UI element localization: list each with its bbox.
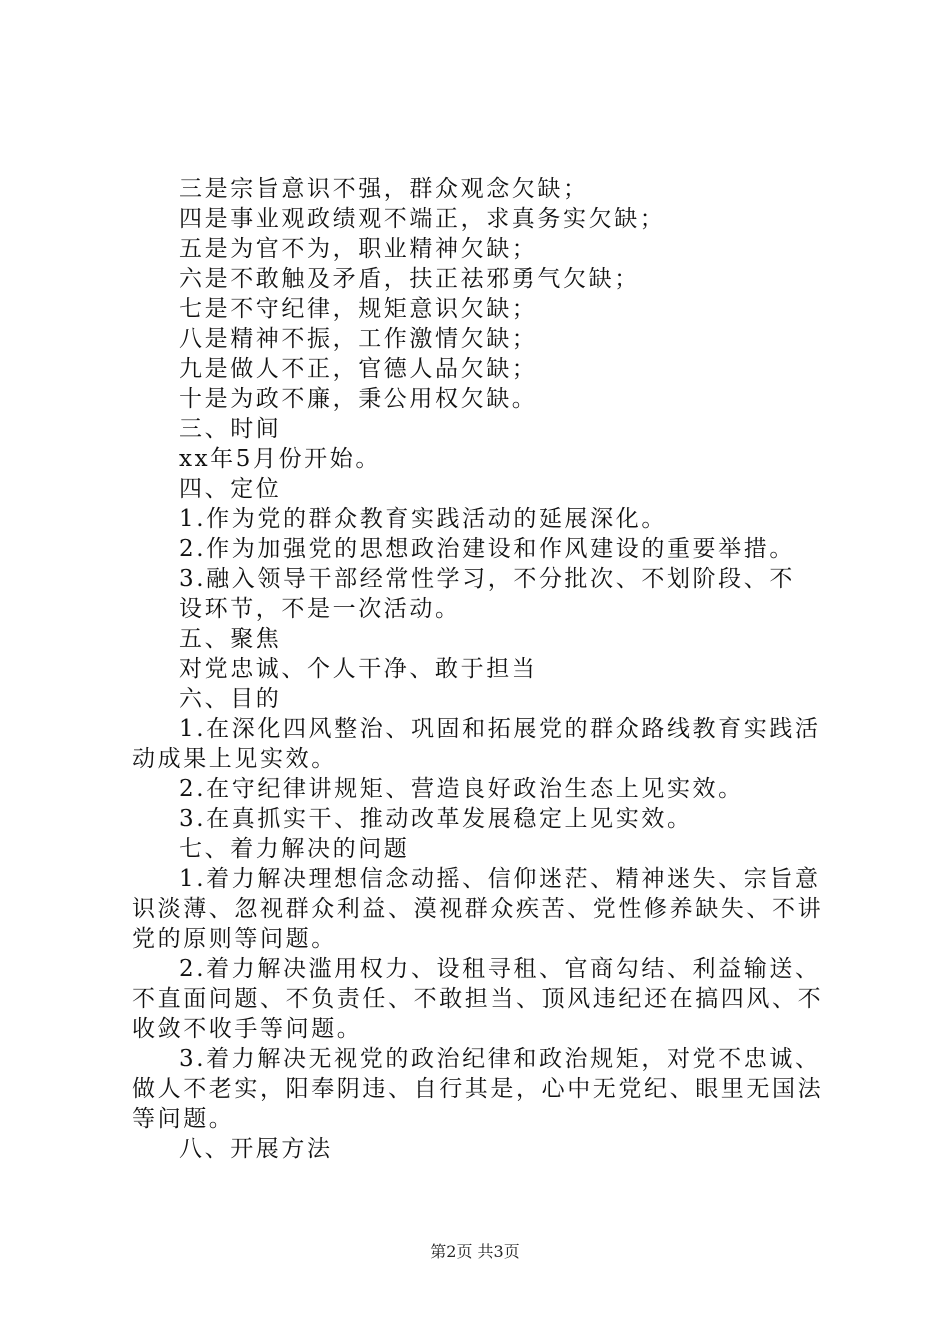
text-line: 九是做人不正，官德人品欠缺； <box>179 356 538 382</box>
text-line: 十是为政不廉，秉公用权欠缺。 <box>179 386 538 412</box>
text-line: 识淡薄、忽视群众利益、漠视群众疾苦、党性修养缺失、不讲 <box>132 896 824 922</box>
section-heading: 八、开展方法 <box>179 1136 333 1162</box>
text-line: 六是不敢触及矛盾，扶正祛邪勇气欠缺； <box>179 266 640 292</box>
text-line: 不直面问题、不负责任、不敢担当、顶风违纪还在搞四风、不 <box>132 986 824 1012</box>
text-line: 3.着力解决无视党的政治纪律和政治规矩，对党不忠诚、 <box>179 1046 821 1072</box>
section-heading: 六、目的 <box>179 686 282 712</box>
text-line: 2.作为加强党的思想政治建设和作风建设的重要举措。 <box>179 536 795 562</box>
text-line: 收敛不收手等问题。 <box>132 1016 363 1042</box>
text-line: 1.着力解决理想信念动摇、信仰迷茫、精神迷失、宗旨意 <box>179 866 821 892</box>
text-line: 2.着力解决滥用权力、设租寻租、官商勾结、利益输送、 <box>179 956 821 982</box>
text-line: 2.在守纪律讲规矩、营造良好政治生态上见实效。 <box>179 776 744 802</box>
text-line: 3.在真抓实干、推动改革发展稳定上见实效。 <box>179 806 693 832</box>
text-line: 七是不守纪律，规矩意识欠缺； <box>179 296 538 322</box>
text-line: 3.融入领导干部经常性学习，不分批次、不划阶段、不 <box>179 566 795 592</box>
page-footer: 第2页 共3页 <box>430 1242 520 1261</box>
text-line: 对党忠诚、个人干净、敢于担当 <box>179 656 538 682</box>
text-line: 四是事业观政绩观不端正，求真务实欠缺； <box>179 206 666 232</box>
text-line: 八是精神不振，工作激情欠缺； <box>179 326 538 352</box>
text-line: 做人不老实，阳奉阴违、自行其是，心中无党纪、眼里无国法 <box>132 1076 824 1102</box>
text-line: 1.作为党的群众教育实践活动的延展深化。 <box>179 506 667 532</box>
text-line: 党的原则等问题。 <box>132 926 337 952</box>
text-line: 动成果上见实效。 <box>132 746 337 772</box>
section-heading: 三、时间 <box>179 416 282 442</box>
section-heading: 七、着力解决的问题 <box>179 836 410 862</box>
text-line: xx年5月份开始。 <box>179 446 381 472</box>
text-line: 1.在深化四风整治、巩固和拓展党的群众路线教育实践活 <box>179 716 821 742</box>
text-line: 三是宗旨意识不强，群众观念欠缺； <box>179 176 589 202</box>
text-line: 设环节，不是一次活动。 <box>179 596 461 622</box>
section-heading: 四、定位 <box>179 476 282 502</box>
text-line: 五是为官不为，职业精神欠缺； <box>179 236 538 262</box>
text-line: 等问题。 <box>132 1106 235 1132</box>
section-heading: 五、聚焦 <box>179 626 282 652</box>
